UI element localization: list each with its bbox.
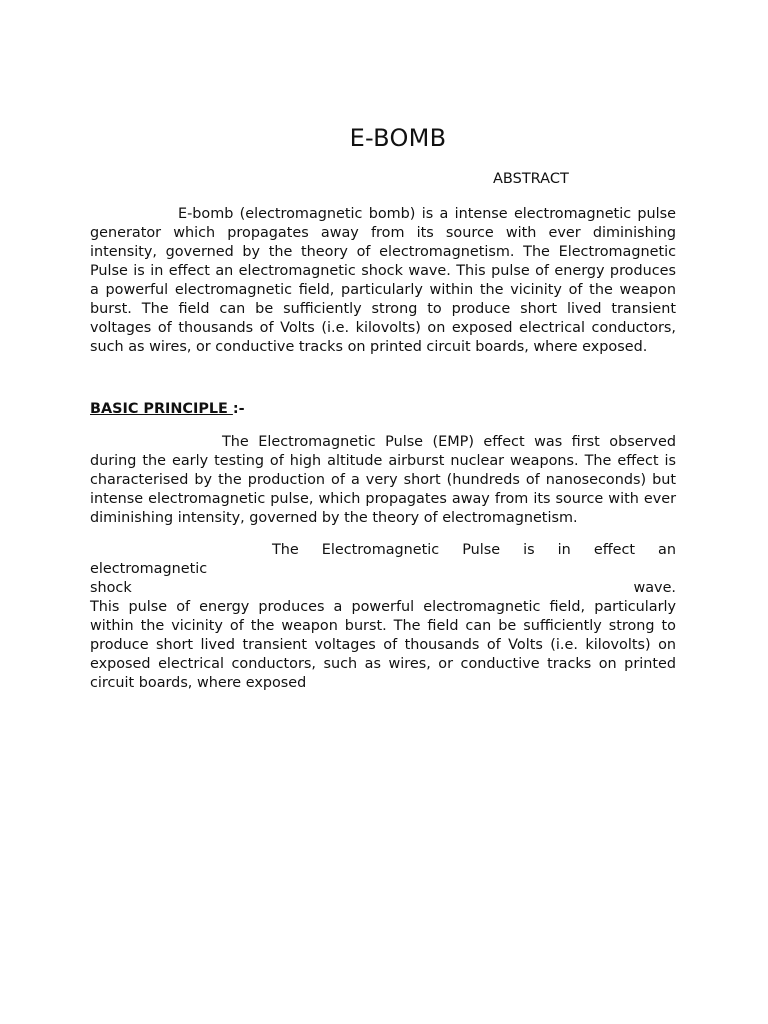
section-heading-suffix: :- — [232, 401, 245, 417]
document-title: E-BOMB — [349, 124, 447, 152]
abstract-paragraph: E-bomb (electromagnetic bomb) is a intense electromagnetic pulse generator which propagates away from its source with ever diminishing intensity, governed by the theory of electromagnetism. The Electromagnetic Pulse is in effect an electromagnetic shock wave. This pulse of energy produces a powerful electromagnetic field, particularly within the vicinity of the weapon burst. The field can be sufficiently strong to produce short lived transient voltages of thousands of Volts (i.e. kilovolts) on exposed electrical conductors, such as wires, or conductive tracks on printed circuit boards, where exposed. — [90, 206, 676, 355]
principle-paragraph-2-shock-line: shock wave. — [90, 580, 676, 596]
principle-paragraph-2 — [90, 541, 676, 693]
principle-paragraph-2-lead: The Electromagnetic Pulse is in effect an electromagnetic — [90, 542, 676, 577]
section-heading-text: BASIC PRINCIPLE — [90, 401, 233, 417]
abstract-heading: ABSTRACT — [493, 171, 569, 187]
principle-paragraph-1: The Electromagnetic Pulse (EMP) effect was first observed during the early testing of high altitude airburst nuclear weapons. The effect is characterised by the production of a very short (hundreds of nanoseconds) but intense electromagnetic pulse, which propagates away from its source with ever diminishing intensity, governed by the theory of electromagnetism. — [90, 434, 676, 526]
principle-paragraph-2-body: This pulse of energy produces a powerful electromagnetic field, particularly within the vicinity of the weapon burst. The field can be sufficiently strong to produce short lived transient voltages of thousands of Volts (i.e. kilovolts) on exposed electrical conductors, such as wires, or conductive tracks on printed circuit boards, where exposed — [90, 599, 676, 691]
section-heading-basic-principle — [90, 401, 245, 417]
